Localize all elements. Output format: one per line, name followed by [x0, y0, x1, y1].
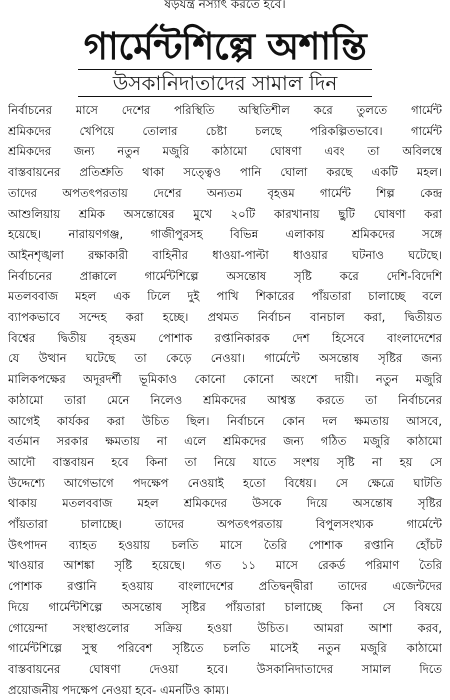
subheadline: উসকানিদাতাদের সামাল দিন: [112, 71, 338, 95]
article-line: প্রয়োজনীয় পদক্ষেপ নেওয়া হবে- এমনটিও কাম্য।: [8, 682, 229, 697]
article-line: মতলববাজ মহল এক ঢিলে দুই পাখি শিকারের পাঁয়তারা চালাচ্ছে বলে: [8, 289, 442, 304]
article-line: শ্রমিকদের খেপিয়ে তোলার চেষ্টা চলছে পরিকল্পিতভাবে। গার্মেন্ট: [8, 123, 442, 138]
article-line: পোশাক রপ্তানি হওয়ায় বাংলাদেশের প্রতিদ্বন্দ্বীরা তাদের এজেন্টদের: [8, 579, 442, 594]
article-line: বাস্তবায়নের প্রতিশ্রুতি থাকা সত্ত্বেও পানি ঘোলা করছে একটি মহল।: [8, 165, 442, 180]
article-line: কাঠামো তারা মেনে নিলেও শ্রমিকদের আশ্বস্ত করতে তা নির্বাচনের: [8, 392, 442, 407]
article-line: শ্রমিকদের জন্য নতুন মজুরি কাঠামো ঘোষণা এবং তা অবিলম্বে: [8, 144, 442, 159]
article-line: উৎপাদন ব্যাহত হওয়ায় চলতি মাসে তৈরি পোশাক রপ্তানি হোঁচট: [8, 537, 442, 552]
article-line: পাঁয়তারা চালাচ্ছে। তাদের অপতৎপরতায় বিপুলসংখ্যক গার্মেন্টে: [8, 517, 442, 532]
article-line: তাদের অপতৎপরতায় দেশের অন্যতম বৃহত্তম গার্মেন্ট শিল্প কেন্দ্র: [8, 185, 442, 200]
article-line: আগেই কার্যকর করা উচিত ছিল। নির্বাচনে কোন দল ক্ষমতায় আসবে,: [8, 413, 442, 428]
article-line: বিশ্বের দ্বিতীয় বৃহত্তম পোশাক রপ্তানিকারক দেশ হিসেবে বাংলাদেশের: [8, 330, 442, 345]
article-line: মালিকপক্ষের অদূরদর্শী ভূমিকাও কোনো কোনো অংশে দায়ী। নতুন মজুরি: [8, 372, 442, 387]
article-line: আদৌ বাস্তবায়ন হবে কিনা তা নিয়ে যাতে সংশয় সৃষ্টি না হয় সে: [8, 454, 442, 469]
headline: গার্মেন্টশিল্পে অশান্তি: [83, 25, 367, 68]
article-line: গোয়েন্দা সংস্থাগুলোর সক্রিয় হওয়া উচিত। আমরা আশা করব,: [8, 620, 442, 635]
article-line: যে উত্থান ঘটেছে তা কেড়ে নেওয়া। গার্মেন্টে অসন্তোষ সৃষ্টির জন্য: [8, 351, 442, 366]
article-line: নির্বাচনের মাসে দেশের পরিস্থিতি অস্থিতিশীল করে তুলতে গার্মেন্ট: [8, 103, 442, 117]
article-line: উদ্দেশ্যে আগেভাগে পদক্ষেপ নেওয়াই হতো বিধেয়। সে ক্ষেত্রে ঘাটতি: [8, 475, 442, 490]
article-line: গার্মেন্টশিল্পে সুস্থ পরিবেশ সৃষ্টিতে চলতি মাসেই নতুন মজুরি কাঠামো: [8, 641, 442, 656]
clipped-previous-line: ষড়যন্ত্র নস্যাৎ করতে হবে।: [164, 0, 286, 11]
article-line: নির্বাচনের প্রাক্কালে গার্মেন্টশিল্পে অসন্তোষ সৃষ্টি করে দেশি-বিদেশি: [8, 268, 442, 283]
subheadline-bottom-rule: [78, 96, 372, 97]
article-line: খাওয়ার আশঙ্কা সৃষ্টি হয়েছে। গত ১১ মাসে রেকর্ড পরিমাণ তৈরি: [8, 558, 442, 573]
article-line: হয়েছে। নারায়ণগঞ্জ, গাজীপুরসহ বিভিন্ন এলাকায় শ্রমিকদের সঙ্গে: [8, 227, 442, 242]
article-body: [8, 100, 442, 700]
article-line: বাস্তবায়নের ঘোষণা দেওয়া হবে। উসকানিদাতাদের সামাল দিতে: [8, 661, 442, 676]
subheadline-top-rule: [78, 69, 372, 70]
article-line: বর্তমান সরকার ক্ষমতায় না এলে শ্রমিকদের জন্য গঠিত মজুরি কাঠামো: [8, 434, 442, 449]
article-line: ব্যাপকভাবে সন্দেহ করা হচ্ছে। প্রথমত নির্বাচন বানচাল করা, দ্বিতীয়ত: [8, 310, 442, 325]
article-line: আইনশৃঙ্খলা রক্ষাকারী বাহিনীর ধাওয়া-পাল্টা ধাওয়ার ঘটনাও ঘটেছে।: [8, 247, 442, 262]
article-line: থাকায় মতলববাজ মহল শ্রমিকদের উসকে দিয়ে অসন্তোষ সৃষ্টির: [8, 496, 442, 511]
article-line: আশুলিয়ায় শ্রমিক অসন্তোষের মুখে ২০টি কারখানায় ছুটি ঘোষণা করা: [8, 206, 442, 221]
article-line: দিয়ে গার্মেন্টশিল্পে অসন্তোষ সৃষ্টির পাঁয়তারা চালাচ্ছে কিনা সে বিষয়ে: [8, 599, 442, 614]
